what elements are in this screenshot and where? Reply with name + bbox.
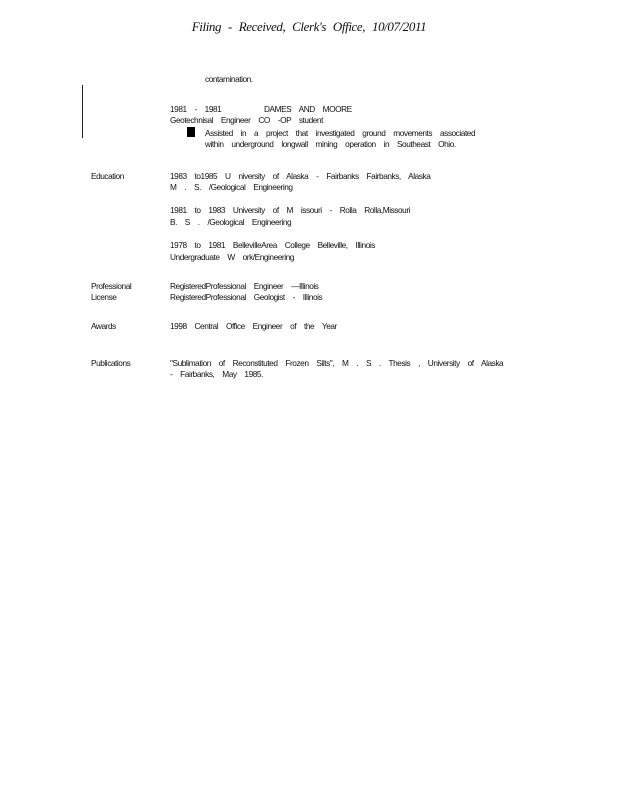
education-entry-2-line-2: B. S . /Geological Engineering <box>170 217 292 227</box>
awards-line-1: 1998 Central Office Engineer of the Year <box>170 321 337 331</box>
education-entry-1-line-1: 1983 to1985 U niversity of Alaska - Fairbanks Fairbanks, Alaska <box>170 171 431 181</box>
license-line-2: RegisteredProfessional Geologist - Illinois <box>170 292 323 302</box>
employment-title: Geotechnisal Engineer CO -OP student <box>170 115 323 125</box>
license-line-1: RegisteredProfessional Engineer —Illinois <box>170 281 319 291</box>
education-entry-3-line-2: Undergraduate W ork/Engineering <box>170 252 294 262</box>
bullet-marker <box>187 127 195 137</box>
publications-label: Publications <box>91 358 131 368</box>
license-label-line-1: Professional <box>91 281 132 291</box>
education-entry-2-line-1: 1981 to 1983 University of M issouri - Rolla Rolla,Missouri <box>170 205 411 215</box>
employment-dates: 1981 - 1981 <box>170 104 222 114</box>
revision-bar <box>82 85 83 138</box>
license-label-line-2: License <box>91 292 117 302</box>
employment-desc-1: Assisted in a project that investigated ground movements associated <box>205 128 476 138</box>
awards-label: Awards <box>91 321 116 331</box>
continuation-text: contamination. <box>205 74 253 84</box>
education-entry-1-line-2: M . S. /Geological Engineering <box>170 182 293 192</box>
publications-line-2: - Fairbanks, May 1985. <box>170 369 263 379</box>
employment-company: DAMES AND MOORE <box>264 104 352 114</box>
education-label: Education <box>91 171 124 181</box>
publications-line-1: "Sublimation of Reconstituted Frozen Silts", M . S . Thesis , University of Alaska <box>170 358 504 368</box>
education-entry-3-line-1: 1978 to 1981 BellevilleArea College Belleville, Illinois <box>170 240 375 250</box>
filing-header: Filing - Received, Clerk's Office, 10/07/2011 <box>191 19 427 34</box>
employment-desc-2: within underground longwall mining operation in Southeast Ohio. <box>205 139 456 149</box>
